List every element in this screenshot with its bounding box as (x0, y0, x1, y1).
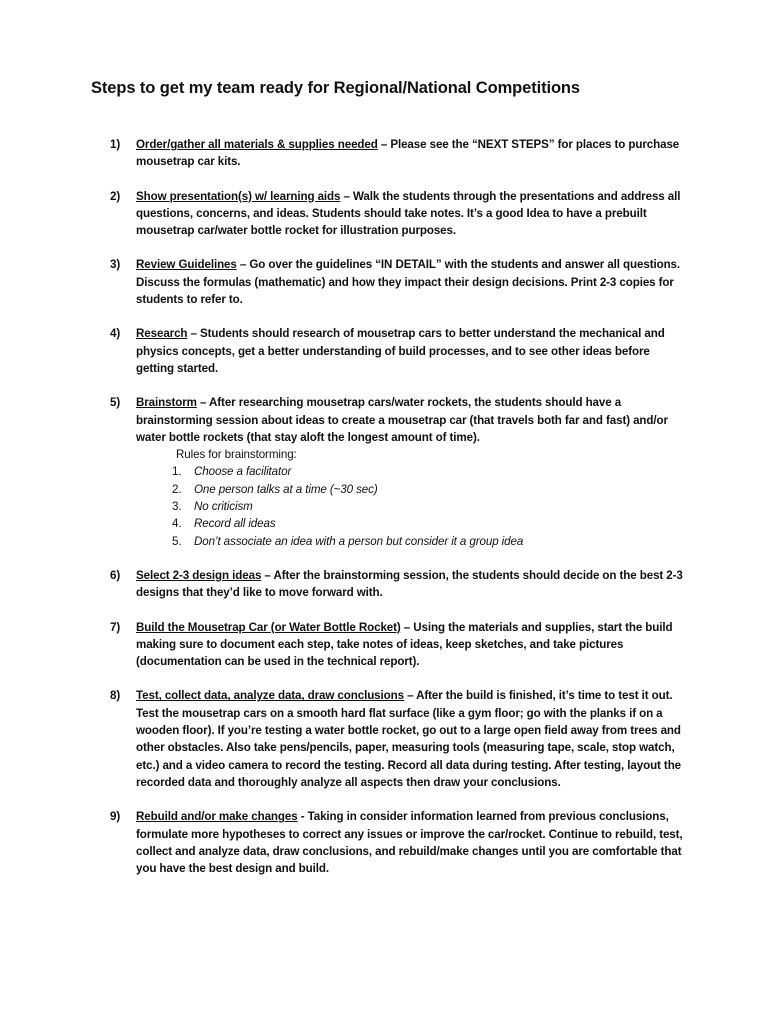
rule-item (172, 463, 690, 480)
step-text: – After researching mousetrap cars/water rockets, the students should have a brainstorming session about ideas to create a mousetrap car (that travels both far and fast) and/or water bottle rockets (that stay aloft the longest amount of time). (136, 396, 668, 444)
step-number: 6) (110, 568, 121, 582)
step-item-5 (110, 394, 690, 550)
step-heading: Research (136, 327, 188, 341)
step-item-4 (110, 325, 690, 377)
step-number: 7) (110, 620, 121, 634)
brainstorm-rules-list (172, 463, 690, 549)
step-number: 3) (110, 258, 121, 272)
step-heading: Brainstorm (136, 396, 197, 410)
step-heading: Test, collect data, analyze data, draw conclusions (136, 689, 404, 703)
step-number: 9) (110, 810, 121, 824)
step-text: – Students should research of mousetrap cars to better understand the mechanical and physics concepts, get a better understanding of build processes, and to see other ideas before getting started. (136, 327, 665, 375)
rule-number: 5. (172, 534, 182, 548)
step-number: 4) (110, 327, 121, 341)
step-text: – Using the materials and supplies, start the build making sure to document each step, take notes of ideas, keep sketches, and take pictures (documentation can be used in the technical report). (136, 620, 673, 669)
rule-item (172, 481, 690, 498)
rule-item (172, 498, 690, 515)
step-item-9 (110, 808, 690, 877)
step-text: - Taking in consider information learned from previous conclusions, formulate more hypotheses to correct any issues or improve the car/rocket. Continue to rebuild, test, collect and analyze data, draw conclusions, and rebuild/make changes until you are comfortable that you have the best design and build. (136, 810, 683, 876)
step-number: 8) (110, 689, 121, 703)
rule-number: 4. (172, 517, 182, 531)
step-heading: Show presentation(s) w/ learning aids (136, 189, 341, 203)
step-heading: Select 2-3 design ideas (136, 568, 262, 582)
rule-text: Record all ideas (194, 517, 276, 531)
step-heading: Review Guidelines (136, 258, 237, 272)
step-number: 5) (110, 396, 121, 410)
rule-number: 3. (172, 500, 182, 514)
steps-list (110, 136, 690, 894)
rule-number: 2. (172, 482, 182, 496)
step-text: – After the build is finished, it’s time to test it out. Test the mousetrap cars on a smooth hard flat surface (like a gym floor; go with the planks if on a wooden floor). If you’re testing a water bottle rocket, go out to a large open field away from trees and other obstacles. Also take pens/pencils, paper, measuring tools (measuring tape, scale, stop watch, etc.) and a video camera to record the testing. Record all data during testing. After testing, layout the recorded data and thoroughly analyze all aspects then draw your conclusions. (136, 689, 682, 789)
step-heading: Rebuild and/or make changes (136, 810, 298, 824)
step-text: – Walk the students through the presentations and address all questions, concerns, and ideas. Students should take notes. It’s a good Idea to have a prebuilt mousetrap car/water bottle rocket for illustration purposes. (136, 189, 681, 238)
step-heading: Order/gather all materials & supplies needed (136, 138, 378, 151)
step-item-6 (110, 567, 690, 602)
step-item-8 (110, 687, 690, 791)
step-item-1 (110, 136, 690, 171)
document-title: Steps to get my team ready for Regional/National Competitions (91, 79, 580, 97)
step-item-7 (110, 619, 690, 671)
brainstorm-rules-title: Rules for brainstorming: (176, 448, 297, 462)
step-text: – Go over the guidelines “IN DETAIL” with the students and answer all questions. Discuss the formulas (mathematic) and how they impact their design decisions. Print 2-3 copies for students to refer to. (136, 258, 681, 307)
brainstorm-rules-block (172, 446, 690, 550)
rule-text: No criticism (194, 500, 253, 514)
step-text: – Please see the “NEXT STEPS” for places to purchase mousetrap car kits. (136, 138, 680, 169)
rule-text: Don’t associate an idea with a person but consider it a group idea (194, 534, 524, 548)
rule-number: 1. (172, 465, 182, 479)
step-item-2 (110, 188, 690, 240)
step-text: – After the brainstorming session, the students should decide on the best 2-3 designs that they’d like to move forward with. (136, 568, 683, 600)
rule-item (172, 515, 690, 532)
step-number: 2) (110, 189, 121, 203)
step-item-3 (110, 256, 690, 308)
rule-item (172, 533, 690, 550)
step-number: 1) (110, 138, 121, 151)
step-heading: Build the Mousetrap Car (or Water Bottle Rocket) (136, 620, 401, 634)
rule-text: One person talks at a time (~30 sec) (194, 482, 378, 496)
rule-text: Choose a facilitator (194, 465, 292, 479)
